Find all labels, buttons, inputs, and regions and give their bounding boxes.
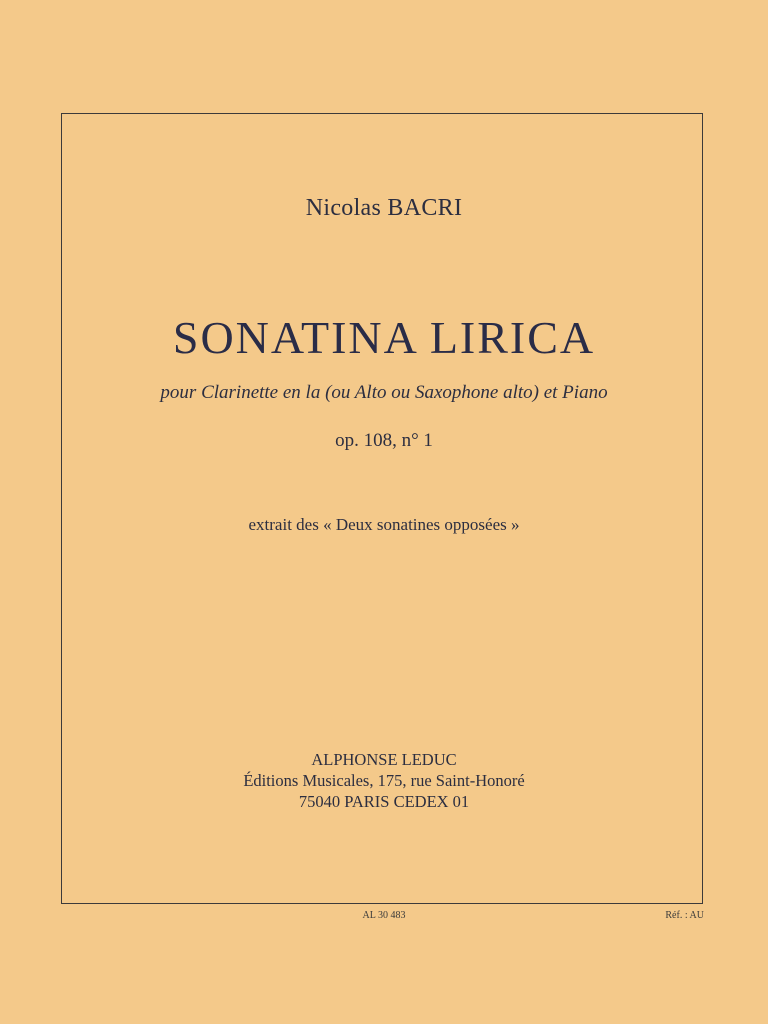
- publisher-address-line-1: Éditions Musicales, 175, rue Saint-Honoré: [243, 771, 525, 790]
- opus-number: op. 108, n° 1: [335, 430, 433, 451]
- composer-name: Nicolas BACRI: [305, 195, 463, 221]
- instrumentation-subtitle: pour Clarinette en la (ou Alto ou Saxophone alto) et Piano: [160, 382, 608, 403]
- catalog-number: AL 30 483: [362, 910, 406, 921]
- reference-code: Réf. : AU: [665, 910, 704, 921]
- work-title: SONATINA LIRICA: [172, 312, 596, 363]
- extract-note: extrait des « Deux sonatines opposées »: [248, 515, 520, 534]
- publisher-name: ALPHONSE LEDUC: [311, 750, 457, 769]
- publisher-block: [0, 749, 768, 812]
- publisher-address-line-2: 75040 PARIS CEDEX 01: [298, 792, 470, 811]
